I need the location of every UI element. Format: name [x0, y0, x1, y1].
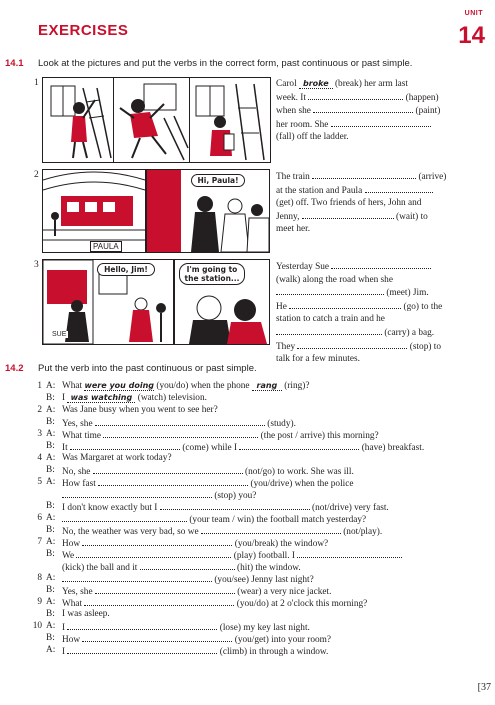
answer-blank[interactable] [103, 429, 258, 438]
line-text: (wear) a very nice jacket. [234, 587, 332, 597]
line-text: (kick) the ball and it [62, 563, 140, 573]
picture-3-line [276, 313, 486, 326]
speech-bubble-hi-paula: Hi, Paula! [191, 174, 245, 187]
dialog-line [62, 561, 301, 573]
speaker-label: A: [46, 573, 56, 583]
answer-blank[interactable] [289, 300, 401, 309]
section-number-14-1: 14.1 [5, 58, 24, 69]
answer-blank[interactable] [201, 525, 341, 534]
dialog-line [62, 549, 402, 561]
woman-falling-illustration [114, 78, 189, 162]
line-text: Yes, she [62, 419, 95, 429]
illustration-panel-1b [113, 77, 190, 163]
line-text: (you/do) at 2 o'clock this morning? [234, 599, 368, 609]
picture-2-text [276, 170, 486, 236]
dialog-line [62, 585, 331, 597]
line-text: (the post / arrive) this morning? [258, 431, 379, 441]
dialog-number: 3 [37, 429, 42, 439]
dialog-line [62, 513, 366, 525]
speaker-label: A: [46, 381, 56, 391]
line-text: station to catch a train and he [276, 314, 385, 325]
speech-bubble-hello-jim: Hello, Jim! [97, 263, 155, 276]
dialog-line [62, 381, 310, 391]
line-text: her room. She [276, 119, 331, 130]
speaker-label: B: [46, 609, 55, 619]
dialog-line [62, 501, 389, 513]
speaker-label: B: [46, 633, 55, 643]
line-text: Yes, she [62, 587, 95, 597]
woman-broken-arm-illustration [190, 78, 270, 162]
line-text: They [276, 341, 298, 352]
line-text: (hit) the window. [234, 563, 301, 573]
speaker-label: A: [46, 597, 56, 607]
picture-1-text [276, 78, 486, 144]
speaker-label: B: [46, 549, 55, 559]
unit-number: 14 [458, 22, 485, 49]
line-text: (wait) to [393, 211, 428, 222]
dialog-line [62, 489, 256, 501]
dialog-line [62, 393, 207, 403]
line-text: (your team / win) the football match yesterday? [187, 515, 367, 525]
line-text: It [62, 443, 71, 453]
line-text: We [62, 551, 77, 561]
line-text: I [62, 393, 68, 403]
dialog-line [62, 465, 354, 477]
dialog-number: 10 [32, 621, 42, 631]
line-text: No, the weather was very bad, so we [62, 527, 201, 537]
answer-blank[interactable] [84, 597, 234, 606]
answer-blank[interactable] [308, 91, 403, 100]
speaker-label: A: [46, 477, 56, 487]
speaker-label: A: [46, 405, 56, 415]
name-label-sue: SUE [52, 331, 67, 338]
line-text: week. It [276, 92, 309, 103]
line-text: at the station and Paula [276, 185, 365, 196]
line-text: How [62, 635, 83, 645]
dialog-line [62, 525, 382, 537]
line-text: The train [276, 172, 313, 182]
line-text: (study). [264, 419, 296, 429]
answer-blank[interactable] [160, 501, 310, 510]
name-sign-paula: PAULA [90, 241, 122, 252]
line-text: How [62, 539, 83, 549]
dialog-line [62, 537, 328, 549]
dialog-line [62, 573, 314, 585]
line-text: (ring)? [281, 381, 310, 391]
picture-3-text [276, 260, 486, 366]
answer-blank[interactable] [93, 465, 243, 474]
filled-answer: were you doing [84, 381, 155, 390]
line-text: (not/go) to work. She was ill. [242, 467, 354, 477]
speaker-label: A: [46, 453, 56, 463]
line-text: Was Jane busy when you went to see her? [62, 405, 218, 415]
dialog-line [62, 621, 310, 633]
line-text: I was asleep. [62, 609, 110, 619]
line-text: (lose) my key last night. [217, 623, 310, 633]
line-text: (not/drive) very fast. [309, 503, 389, 513]
dialog-number: 5 [37, 477, 42, 487]
dialog-number: 9 [37, 597, 42, 607]
answer-blank[interactable] [313, 104, 413, 113]
speaker-label: A: [46, 621, 56, 631]
line-text: (stop) you? [212, 491, 257, 501]
answer-blank[interactable] [297, 549, 402, 558]
answer-blank[interactable] [312, 170, 416, 179]
line-text: (come) while I [180, 443, 240, 453]
line-text: Was Margaret at work today? [62, 453, 172, 463]
line-text: No, she [62, 467, 93, 477]
picture-2-line [276, 170, 486, 184]
answer-blank[interactable] [140, 561, 235, 570]
line-text: meet her. [276, 224, 311, 235]
line-text: (stop) to [407, 341, 442, 352]
picture-1-line [276, 78, 486, 91]
line-text: He [276, 301, 290, 312]
answer-blank[interactable] [98, 477, 248, 486]
line-text: talk for a few minutes. [276, 354, 360, 365]
answer-blank[interactable] [365, 184, 433, 193]
answer-blank[interactable] [276, 326, 382, 335]
answer-blank[interactable] [331, 118, 431, 127]
line-text: (go) to the [401, 301, 443, 312]
speaker-label: B: [46, 417, 55, 427]
answer-blank[interactable] [76, 549, 231, 558]
line-text: (watch) television. [135, 393, 207, 403]
line-text: (you/get) into your room? [232, 635, 332, 645]
line-text: (paint) [413, 106, 441, 117]
line-text: (get) off. Two friends of hers, John and [276, 198, 422, 209]
answer-blank[interactable] [67, 621, 217, 630]
line-text: (you/see) Jenny last night? [212, 575, 314, 585]
speaker-label: A: [46, 537, 56, 547]
line-text: I don't know exactly but I [62, 503, 160, 513]
answer-blank[interactable] [239, 441, 359, 450]
picture-1-line [276, 104, 486, 118]
picture-3-line [276, 286, 486, 300]
dialog-line [62, 405, 218, 415]
dialog-line [62, 597, 367, 609]
section-number-14-2: 14.2 [5, 363, 24, 374]
answer-blank[interactable] [302, 210, 394, 219]
line-text: What [62, 599, 85, 609]
answer-blank[interactable] [70, 441, 180, 450]
picture-3-line [276, 274, 486, 287]
dialog-number: 2 [37, 405, 42, 415]
answer-blank[interactable] [276, 286, 384, 295]
speaker-label: A: [46, 645, 56, 655]
picture-2-line [276, 210, 486, 224]
picture-number-3: 3 [34, 260, 39, 270]
line-text: What [62, 381, 85, 391]
dialog-line [62, 417, 296, 429]
filled-answer: rang [252, 381, 282, 391]
picture-1-line [276, 131, 486, 144]
speaker-label: B: [46, 525, 55, 535]
illustration-panel-3b [174, 259, 270, 345]
filled-answer: broke [299, 79, 333, 89]
picture-1-line [276, 118, 486, 132]
picture-number-2: 2 [34, 170, 39, 180]
speaker-label: B: [46, 585, 55, 595]
picture-1-line [276, 91, 486, 105]
picture-2-line [276, 197, 486, 210]
picture-number-1: 1 [34, 78, 39, 88]
speaker-label: A: [46, 513, 56, 523]
dialog-line [62, 441, 424, 453]
line-text: (you/break) the window? [232, 539, 329, 549]
picture-3-line [276, 326, 486, 340]
picture-3-line [276, 353, 486, 366]
woman-painting-illustration [43, 78, 113, 162]
line-text: Carol [276, 79, 299, 89]
speaker-label: B: [46, 393, 55, 403]
answer-blank[interactable] [62, 513, 187, 522]
section-instruction-14-1: Look at the pictures and put the verbs in the correct form, past continuous or past simple. [38, 58, 413, 69]
dialog-number: 1 [37, 381, 42, 391]
dialog-line [62, 453, 172, 463]
line-text: (arrive) [416, 172, 447, 182]
dialog-number: 7 [37, 537, 42, 547]
dialog-number: 4 [37, 453, 42, 463]
dialog-number: 6 [37, 513, 42, 523]
dialog-line [62, 645, 328, 657]
line-text: (walk) along the road when she [276, 274, 393, 285]
line-text: (you/do) when the phone [154, 381, 252, 391]
page-number: [37 [477, 682, 491, 693]
line-text: Jenny, [276, 211, 302, 222]
speech-bubble-going-to-station: I'm going to the station... [179, 263, 245, 285]
dialog-line [62, 609, 110, 619]
answer-blank[interactable] [82, 537, 232, 546]
line-text: (have) breakfast. [359, 443, 425, 453]
line-text: (happen) [403, 92, 439, 103]
answer-blank[interactable] [62, 573, 212, 582]
answer-blank[interactable] [297, 340, 407, 349]
illustration-panel-2b [146, 169, 270, 253]
picture-3-line [276, 260, 486, 274]
picture-2-line [276, 184, 486, 198]
speaker-label: A: [46, 429, 56, 439]
line-text: What time [62, 431, 104, 441]
speaker-label: B: [46, 465, 55, 475]
answer-blank[interactable] [95, 417, 265, 426]
answer-blank[interactable] [67, 645, 217, 654]
unit-label: UNIT [464, 10, 483, 17]
dialog-line [62, 429, 379, 441]
dialog-line [62, 477, 354, 489]
line-text: (you/drive) when the police [248, 479, 354, 489]
train-arriving-illustration [43, 170, 145, 252]
answer-blank[interactable] [95, 585, 235, 594]
speaker-label: B: [46, 441, 55, 451]
line-text: I [62, 647, 68, 657]
answer-blank[interactable] [82, 633, 232, 642]
line-text: when she [276, 106, 314, 117]
answer-blank[interactable] [331, 260, 431, 269]
line-text: I [62, 623, 68, 633]
dialog-line [62, 633, 331, 645]
section-instruction-14-2: Put the verb into the past continuous or past simple. [38, 363, 257, 374]
illustration-panel-1c [189, 77, 271, 163]
answer-blank[interactable] [62, 489, 212, 498]
line-text: (fall) off the ladder. [276, 132, 349, 143]
dialog-number: 8 [37, 573, 42, 583]
line-text: (meet) Jim. [384, 288, 429, 299]
line-text: (not/play). [340, 527, 383, 537]
filled-answer: was watching [67, 393, 135, 403]
illustration-panel-1a [42, 77, 114, 163]
picture-2-line [276, 223, 486, 236]
line-text: (play) football. I [231, 551, 298, 561]
line-text: (break) her arm last [332, 79, 408, 89]
exercises-title: EXERCISES [38, 22, 129, 39]
picture-3-line [276, 300, 486, 314]
line-text: (carry) a bag. [382, 327, 435, 338]
line-text: Yesterday Sue [276, 262, 332, 272]
line-text: (climb) in through a window. [217, 647, 329, 657]
picture-3-line [276, 340, 486, 354]
line-text: How fast [62, 479, 99, 489]
speaker-label: B: [46, 501, 55, 511]
